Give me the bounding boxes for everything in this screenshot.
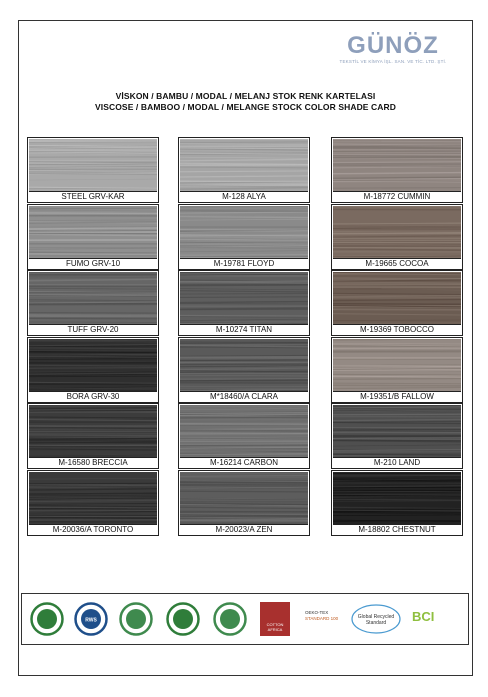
svg-text:Global Recycled: Global Recycled: [357, 614, 395, 620]
yarn-color-swatch: [180, 339, 308, 391]
color-code-label: STEEL GRV-KAR: [29, 191, 157, 202]
yarn-color-swatch: [180, 206, 308, 258]
yarn-color-swatch: [333, 139, 461, 191]
color-swatch-card: [178, 204, 310, 270]
color-code-label: M-20023/A ZEN: [180, 524, 308, 535]
color-swatch-card: [27, 270, 159, 336]
color-code-label: M-18772 CUMMIN: [333, 191, 461, 202]
color-code-label: M-19369 TOBOCCO: [333, 324, 461, 335]
color-swatch-card: [331, 137, 463, 203]
color-swatch-card: [178, 403, 310, 469]
yarn-color-swatch: [180, 405, 308, 457]
color-swatch-card: [27, 337, 159, 403]
color-code-label: TUFF GRV-20: [29, 324, 157, 335]
bci-better-cotton-icon: BCI: [412, 609, 435, 624]
brand-name: GÜNÖZ: [347, 32, 439, 59]
color-code-label: M-128 ALYA: [180, 191, 308, 202]
certification-logos: [21, 593, 469, 645]
color-swatch-card: [27, 204, 159, 270]
color-swatch-card: [331, 337, 463, 403]
organic-100-content-standard-icon: [30, 602, 64, 636]
recycled-blended-icon: [118, 602, 154, 636]
svg-text:Standard: Standard: [365, 620, 387, 626]
color-swatch-card: [178, 337, 310, 403]
organic-blended-icon: [212, 602, 248, 636]
cotton-made-in-africa-icon: COTTON AFRICA: [260, 602, 290, 636]
brand-logo: [338, 34, 448, 64]
color-code-label: M-16214 CARBON: [180, 457, 308, 468]
color-swatch-card: [178, 137, 310, 203]
color-code-label: M-19351/B FALLOW: [333, 391, 461, 402]
color-swatch-card: [331, 270, 463, 336]
color-code-label: M-10274 TITAN: [180, 324, 308, 335]
color-swatch-card: [331, 204, 463, 270]
color-code-label: M-19665 COCOA: [333, 258, 461, 269]
color-code-label: FUMO GRV-10: [29, 258, 157, 269]
rws-responsible-wool-icon: [74, 602, 108, 636]
yarn-color-swatch: [333, 339, 461, 391]
yarn-color-swatch: [29, 339, 157, 391]
color-swatch-card: [27, 470, 159, 536]
yarn-color-swatch: [333, 405, 461, 457]
color-code-label: M-20036/A TORONTO: [29, 524, 157, 535]
color-code-label: M-210 LAND: [333, 457, 461, 468]
color-swatch-card: [27, 403, 159, 469]
yarn-color-swatch: [180, 139, 308, 191]
yarn-color-swatch: [333, 272, 461, 324]
yarn-color-swatch: [180, 272, 308, 324]
yarn-color-swatch: [29, 139, 157, 191]
yarn-color-swatch: [333, 472, 461, 524]
color-code-label: BORA GRV-30: [29, 391, 157, 402]
title-english: VISCOSE / BAMBOO / MODAL / MELANGE STOCK COLOR SHADE CARD: [94, 102, 396, 112]
brand-subtitle: TEKSTİL VE KİMYA İŞL. SAN. VE TİC. LTD. ŞTİ.: [339, 59, 447, 64]
color-swatch-card: [331, 470, 463, 536]
yarn-color-swatch: [29, 405, 157, 457]
yarn-color-swatch: [29, 206, 157, 258]
yarn-color-swatch: [180, 472, 308, 524]
yarn-color-swatch: [333, 206, 461, 258]
color-swatch-card: [178, 270, 310, 336]
global-recycled-standard-icon: [350, 602, 402, 636]
gots-organic-textile-icon: [165, 602, 201, 636]
oeko-tex-standard-100-icon: OEKO-TEX STANDARD 100: [305, 610, 339, 621]
color-swatch-card: [331, 403, 463, 469]
color-swatch-card: [178, 470, 310, 536]
color-code-label: M-19781 FLOYD: [180, 258, 308, 269]
svg-text:RWS: RWS: [85, 617, 97, 624]
yarn-color-swatch: [29, 272, 157, 324]
color-code-label: M-18802 CHESTNUT: [333, 524, 461, 535]
color-swatch-card: [27, 137, 159, 203]
yarn-color-swatch: [29, 472, 157, 524]
color-code-label: M-16580 BRECCIA: [29, 457, 157, 468]
title-turkish: VİSKON / BAMBU / MODAL / MELANJ STOK RENK KARTELASI: [115, 91, 376, 101]
color-code-label: M*18460/A CLARA: [180, 391, 308, 402]
